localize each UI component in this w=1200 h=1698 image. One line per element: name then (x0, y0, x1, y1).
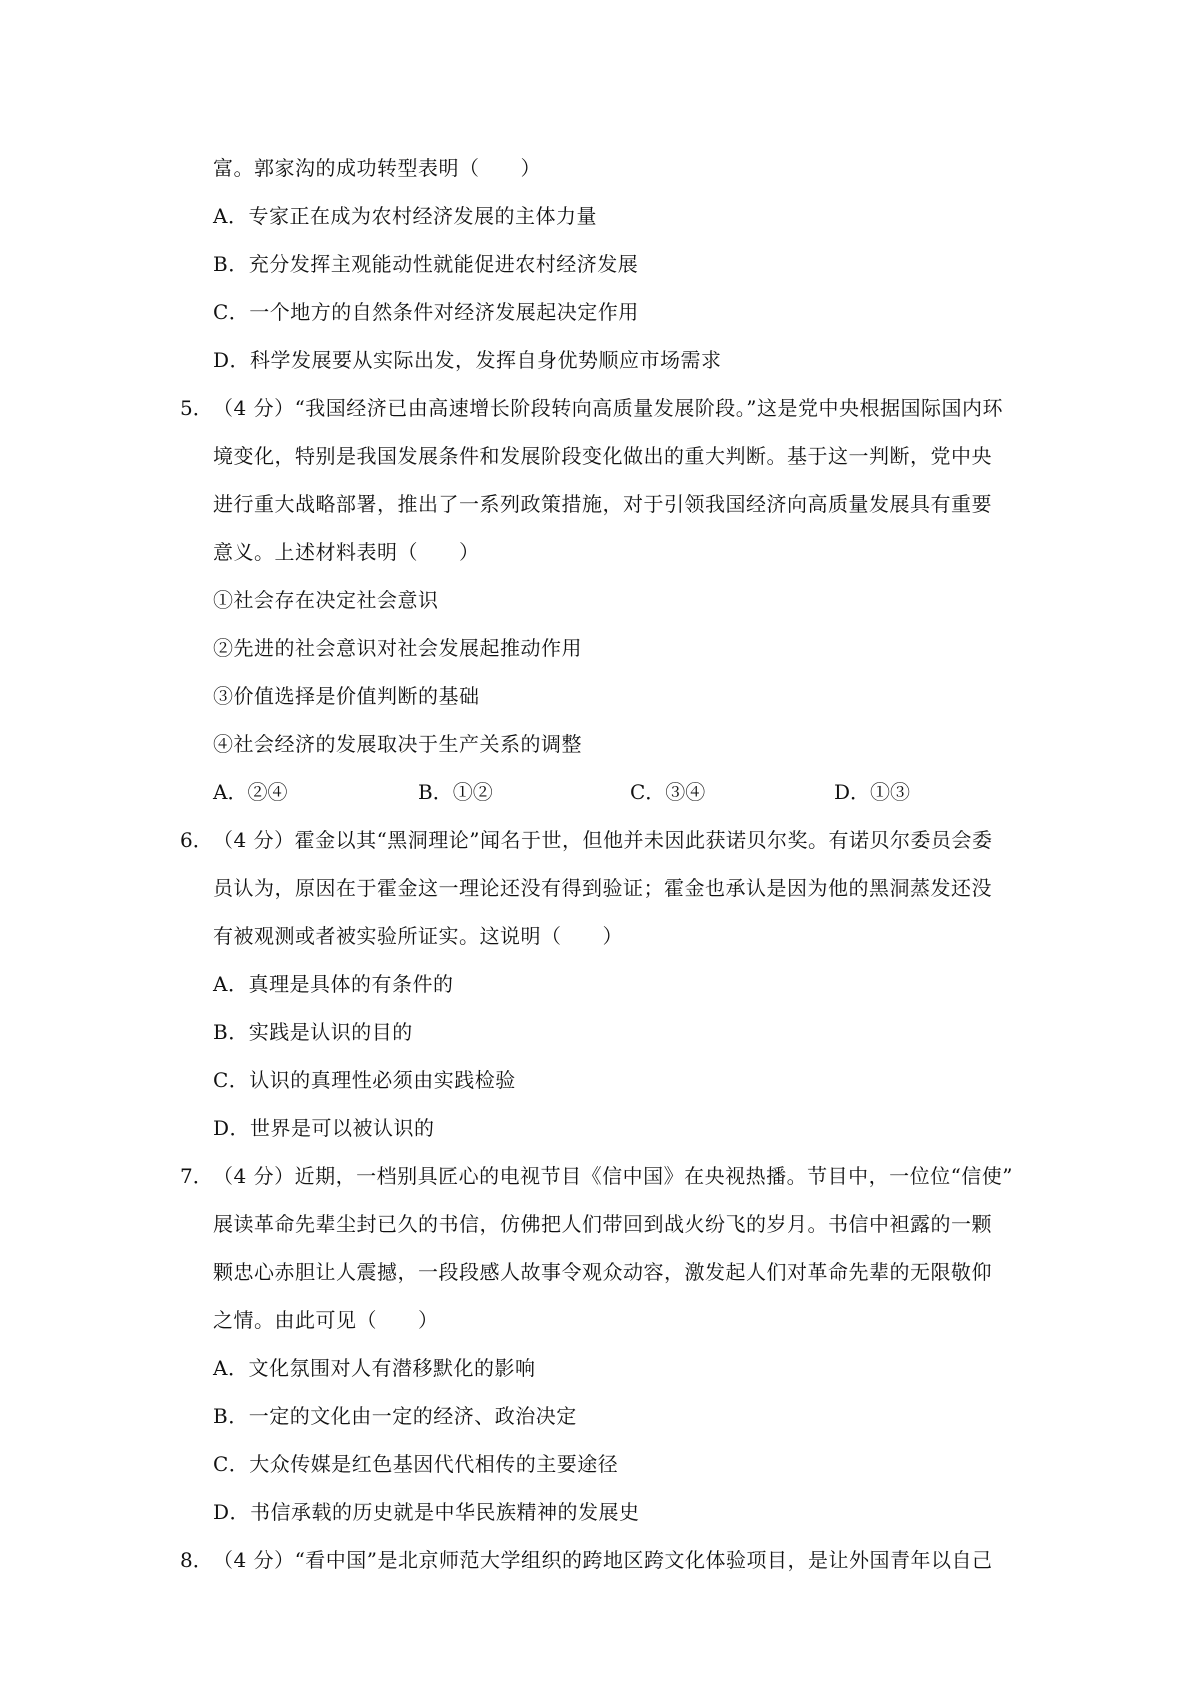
q5-stem-line-3: 进行重大战略部署，推出了一系列政策措施，对于引领我国经济向高质量发展具有重要 (213, 492, 992, 516)
q5-stem-line-4: 意义。上述材料表明（ ） (213, 540, 480, 564)
q6-stem-line-3: 有被观测或者被实验所证实。这说明（ ） (213, 924, 623, 948)
q7-stem-line-3: 颗忠心赤胆让人震撼，一段段感人故事令观众动容，激发起人们对革命先辈的无限敬仰 (213, 1260, 992, 1284)
q5-statement-3: ③价值选择是价值判断的基础 (213, 684, 480, 708)
q5-statement-1: ①社会存在决定社会意识 (213, 588, 439, 612)
q6-stem-line-2: 员认为，原因在于霍金这一理论还没有得到验证；霍金也承认是因为他的黑洞蒸发还没 (213, 876, 992, 900)
q5-stem-line-2: 境变化，特别是我国发展条件和发展阶段变化做出的重大判断。基于这一判断，党中央 (213, 444, 992, 468)
q6-option-b: B．实践是认识的目的 (213, 1020, 413, 1044)
q7-stem-line-1: （4 分）近期，一档别具匠心的电视节目《信中国》在央视热播。节目中，一位位“信使” (213, 1164, 1014, 1188)
q8-number: 8． (180, 1548, 213, 1572)
q7-stem-line-4: 之情。由此可见（ ） (213, 1308, 439, 1332)
q5-statement-4: ④社会经济的发展取决于生产关系的调整 (213, 732, 582, 756)
q6-stem-line-1: （4 分）霍金以其“黑洞理论”闻名于世，但他并未因此获诺贝尔奖。有诺贝尔委员会委 (213, 828, 993, 852)
q4-stem-end: 富。郭家沟的成功转型表明（ ） (213, 156, 541, 180)
q5-option-b: B．①② (418, 780, 493, 804)
q4-option-b: B．充分发挥主观能动性就能促进农村经济发展 (213, 252, 639, 276)
q7-option-d: D．书信承载的历史就是中华民族精神的发展史 (213, 1500, 640, 1524)
q5-option-c: C．③④ (630, 780, 706, 804)
q8-stem-line-1: （4 分）“看中国”是北京师范大学组织的跨地区跨文化体验项目，是让外国青年以自己 (213, 1548, 993, 1572)
q7-option-b: B．一定的文化由一定的经济、政治决定 (213, 1404, 577, 1428)
q7-number: 7． (180, 1164, 213, 1188)
q6-option-d: D．世界是可以被认识的 (213, 1116, 435, 1140)
q4-option-c: C．一个地方的自然条件对经济发展起决定作用 (213, 300, 639, 324)
q5-number: 5． (180, 396, 213, 420)
q4-option-d: D．科学发展要从实际出发，发挥自身优势顺应市场需求 (213, 348, 722, 372)
q4-option-a: A．专家正在成为农村经济发展的主体力量 (213, 204, 597, 228)
q7-stem-line-2: 展读革命先辈尘封已久的书信，仿佛把人们带回到战火纷飞的岁月。书信中袒露的一颗 (213, 1212, 992, 1236)
q7-option-c: C．大众传媒是红色基因代代相传的主要途径 (213, 1452, 619, 1476)
q6-option-c: C．认识的真理性必须由实践检验 (213, 1068, 516, 1092)
q5-option-a: A．②④ (213, 780, 288, 804)
q5-statement-2: ②先进的社会意识对社会发展起推动作用 (213, 636, 582, 660)
q6-option-a: A．真理是具体的有条件的 (213, 972, 454, 996)
q7-option-a: A．文化氛围对人有潜移默化的影响 (213, 1356, 536, 1380)
q5-option-d: D．①③ (834, 780, 911, 804)
q5-stem-line-1: （4 分）“我国经济已由高速增长阶段转向高质量发展阶段。”这是党中央根据国际国内环 (213, 396, 1004, 420)
q6-number: 6． (180, 828, 213, 852)
